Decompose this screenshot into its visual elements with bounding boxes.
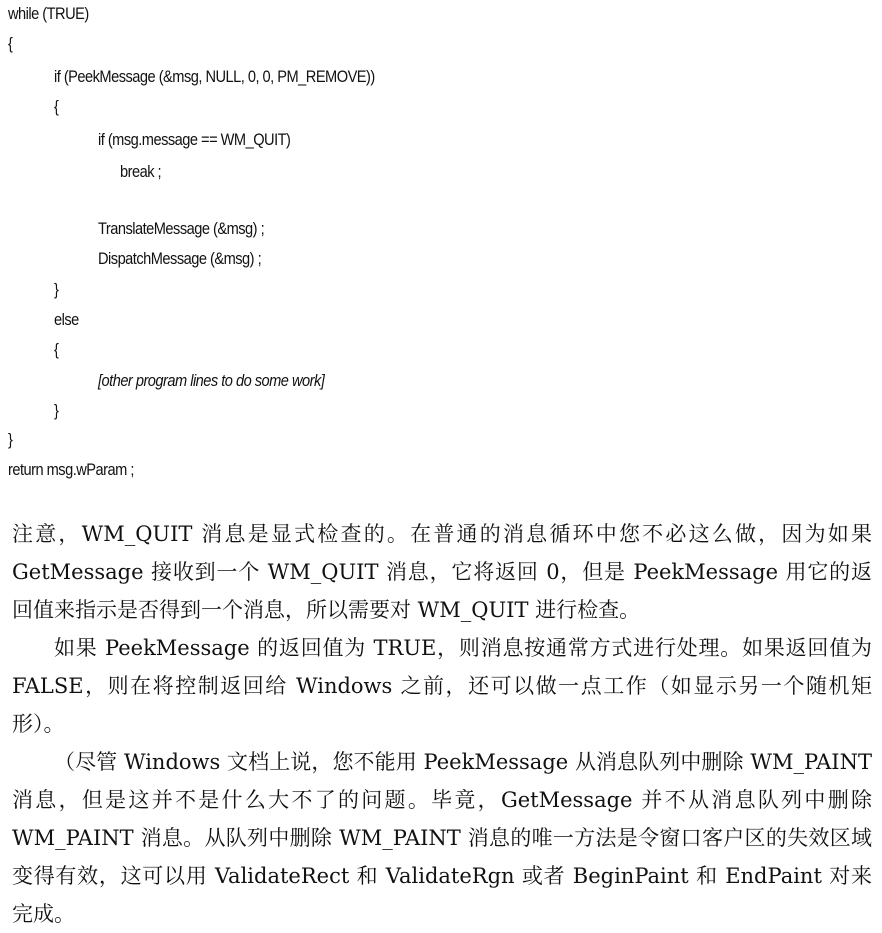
code-line: { <box>8 34 13 53</box>
code-line: [other program lines to do some work] <box>98 371 325 390</box>
code-line: if (msg.message == WM_QUIT) <box>98 130 291 149</box>
code-line: else <box>54 310 79 329</box>
code-line: DispatchMessage (&msg) ; <box>98 249 262 268</box>
code-line: { <box>54 97 59 116</box>
code-line: } <box>54 401 59 420</box>
paragraph: 如果 PeekMessage 的返回值为 TRUE，则消息按通常方式进行处理。如果返回值为 FALSE，则在将控制返回给 Windows 之前，还可以做一点工作（如显示另一个随机矩形）。 <box>12 636 872 736</box>
code-line: { <box>54 340 59 359</box>
code-line: } <box>8 430 13 449</box>
code-line: } <box>54 280 59 299</box>
paragraph: （尽管 Windows 文档上说，您不能用 PeekMessage 从消息队列中删除 WM_PAINT 消息，但是这并不是什么大不了的问题。毕竟，GetMessage 并不从消息队列中删除 WM_PAINT 消息。从队列中删除 WM_PAINT 消息的唯一方法是令窗口客户区的失效区域变得有效，这可以用 ValidateRect 和 ValidateRgn 或者 BeginPaint 和 EndPaint 对来完成。 <box>12 750 872 926</box>
code-line: return msg.wParam ; <box>8 460 134 479</box>
paragraph: 注意，WM_QUIT 消息是显式检查的。在普通的消息循环中您不必这么做，因为如果 GetMessage 接收到一个 WM_QUIT 消息，它将返回 0，但是 PeekMessage 用它的返回值来指示是否得到一个消息，所以需要对 WM_QUIT 进行检查。 <box>12 522 872 622</box>
code-line: break ; <box>120 162 162 181</box>
code-line: while (TRUE) <box>8 4 89 23</box>
prose-block <box>12 515 872 933</box>
code-line: if (PeekMessage (&msg, NULL, 0, 0, PM_REMOVE)) <box>54 67 375 86</box>
code-line: TranslateMessage (&msg) ; <box>98 219 265 238</box>
